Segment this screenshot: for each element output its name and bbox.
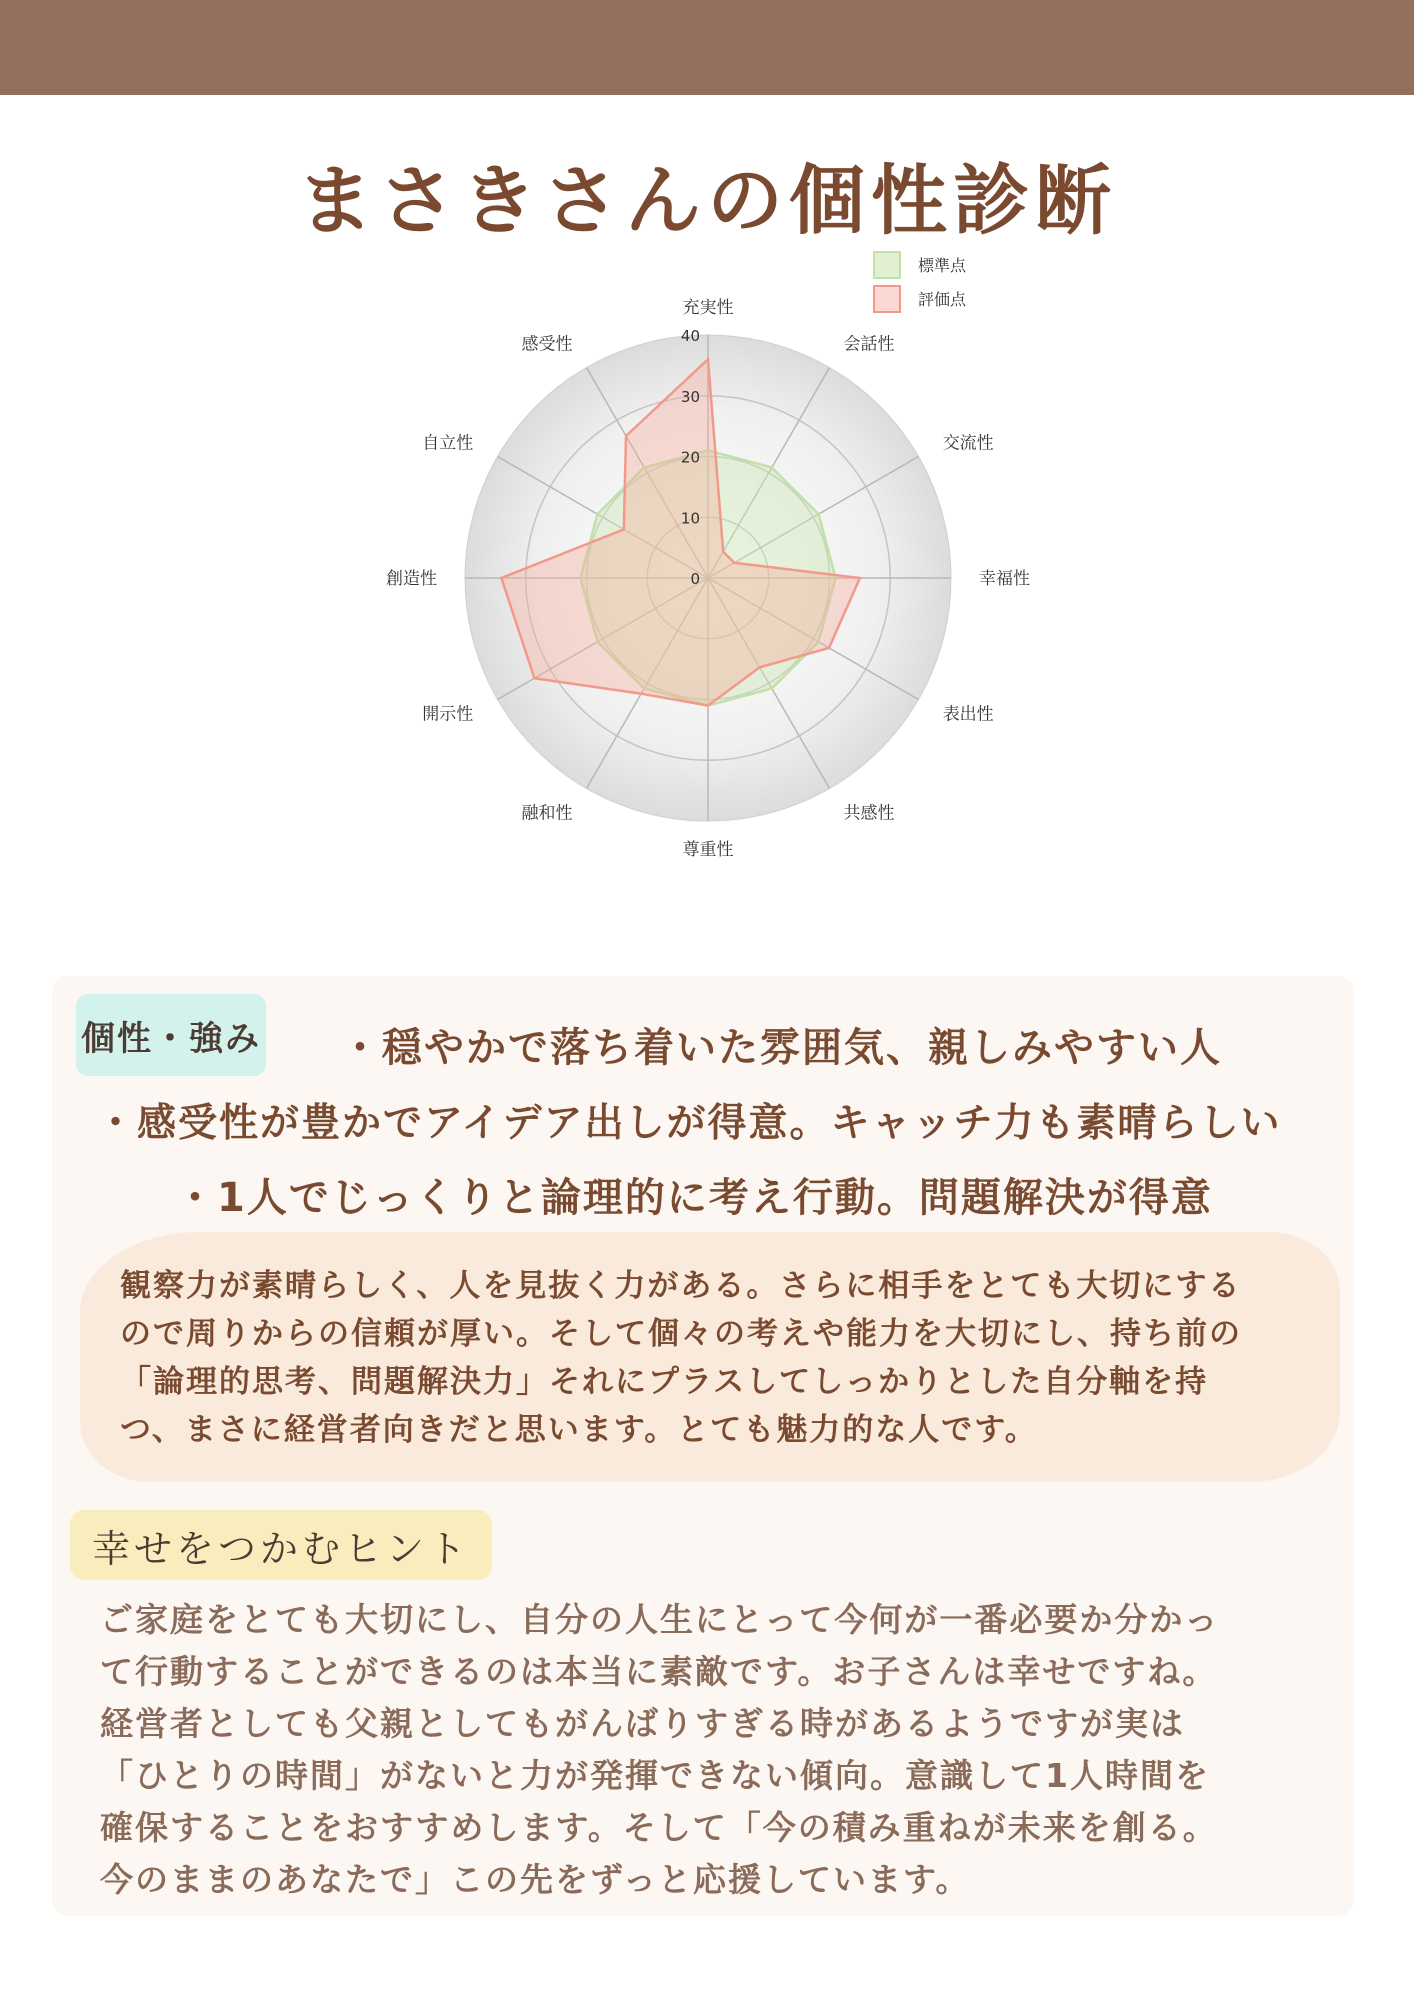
hint-text <box>100 1594 1330 1906</box>
hint-line: 経営者としても父親としてもがんばりすぎる時があるようですが実は <box>100 1704 1185 1743</box>
comment-line: ので周りからの信頼が厚い。そして個々の考えや能力を大切にし、持ち前の <box>120 1316 1242 1352</box>
radial-tick-label: 30 <box>680 387 700 406</box>
axis-label: 表出性 <box>942 704 994 725</box>
legend-swatch <box>874 252 900 278</box>
hint-line: ご家庭をとても大切にし、自分の人生にとって今何が一番必要か分かっ <box>100 1600 1220 1639</box>
strengths-tag: 個性・強み <box>76 994 266 1076</box>
axis-label: 会話性 <box>843 334 895 355</box>
page-title: まさきさんの個性診断 <box>297 156 1117 245</box>
radar-chart <box>380 240 1040 880</box>
strength-item-3: ・1人でじっくりと論理的に考え行動。問題解決が得意 <box>175 1175 1213 1221</box>
header-bar <box>0 0 1414 95</box>
hint-line: 確保することをおすすめします。そして「今の積み重ねが未来を創る。 <box>100 1808 1218 1847</box>
comment-line: つ、まさに経営者向きだと思います。とても魅力的な人です。 <box>120 1412 1038 1448</box>
legend-label: 評価点 <box>918 290 967 309</box>
axis-label: 幸福性 <box>979 569 1030 589</box>
hint-line: 「ひとりの時間」がないと力が発揮できない傾向。意識して1人時間を <box>100 1756 1210 1795</box>
axis-label: 開示性 <box>422 704 474 725</box>
axis-label: 創造性 <box>386 569 437 589</box>
comment-text <box>120 1262 1320 1454</box>
axis-label: 尊重性 <box>682 840 734 860</box>
legend-label: 標準点 <box>918 256 967 275</box>
radial-tick-label: 20 <box>680 448 700 467</box>
radial-tick-label: 40 <box>680 327 700 345</box>
axis-label: 融和性 <box>521 803 573 824</box>
axis-label: 感受性 <box>521 334 573 355</box>
legend-swatch <box>874 286 900 312</box>
axis-label: 共感性 <box>843 803 895 824</box>
axis-label: 交流性 <box>942 433 994 454</box>
axis-label: 充実性 <box>682 298 734 318</box>
hint-line: て行動することができるのは本当に素敵です。お子さんは幸せですね。 <box>100 1652 1218 1691</box>
comment-line: 「論理的思考、問題解決力」それにプラスしてしっかりとした自分軸を持 <box>120 1364 1209 1400</box>
hint-tag: 幸せをつかむヒント <box>70 1510 492 1580</box>
axis-label: 自立性 <box>422 433 474 454</box>
strength-item-1: ・穏やかで落ち着いた雰囲気、親しみやすい人 <box>340 1025 1222 1071</box>
comment-line: 観察力が素晴らしく、人を見抜く力がある。さらに相手をとても大切にする <box>120 1268 1242 1304</box>
radial-tick-label: 10 <box>680 509 700 528</box>
strength-item-2: ・感受性が豊かでアイデア出しが得意。キャッチ力も素晴らしい <box>96 1101 1282 1146</box>
radial-tick-label: 0 <box>690 570 700 588</box>
hint-line: 今のままのあなたで」この先をずっと応援しています。 <box>100 1860 971 1899</box>
